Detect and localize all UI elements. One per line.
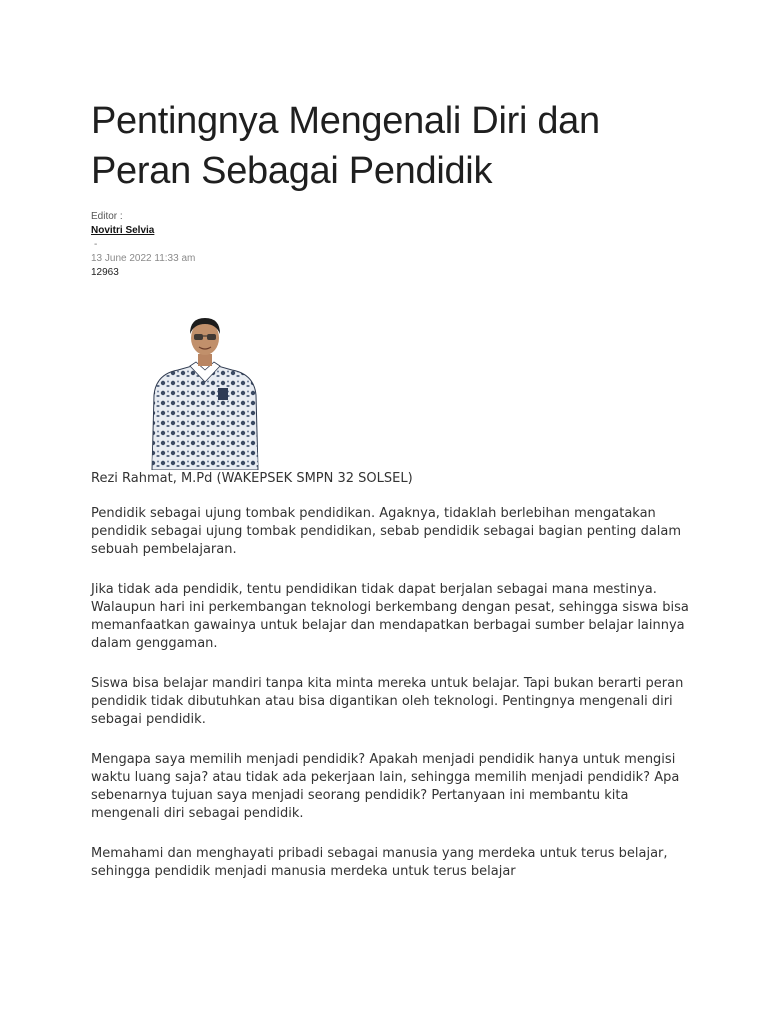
view-count: 12963 xyxy=(91,267,119,278)
editor-label: Editor : xyxy=(91,211,123,222)
meta-separator: - xyxy=(94,239,98,250)
paragraph: Jika tidak ada pendidik, tentu pendidikan tidak dapat berjalan sebagai mana mestinya. Walaupun hari ini perkembangan teknologi berkembang dengan pesat, sehingga siswa bisa memanfaatkan gawainya untuk belajar dan mendapatkan berbagai sumber belajar lainnya dalam genggaman. xyxy=(91,582,689,651)
paragraph: Pendidik sebagai ujung tombak pendidikan. Agaknya, tidaklah berlebihan mengatakan pendidik sebagai ujung tombak pendidikan, sebab pendidik sebagai bagian penting dalam sebuah pembelajaran. xyxy=(91,506,682,557)
paragraph: Mengapa saya memilih menjadi pendidik? Apakah menjadi pendidik hanya untuk mengisi waktu luang saja? atau tidak ada pekerjaan lain, sehingga memilih menjadi pendidik? Apa sebenarnya tujuan saya menjadi seorang pendidik? Pertanyaan ini membantu kita mengenali diri sebagai pendidik. xyxy=(91,752,680,821)
page-title: Pentingnya Mengenali Diri dan Peran Sebagai Pendidik xyxy=(91,100,600,192)
editor-name-link[interactable]: Novitri Selvia xyxy=(91,225,155,236)
paragraph: Siswa bisa belajar mandiri tanpa kita minta mereka untuk belajar. Tapi bukan berarti peran pendidik tidak dibutuhkan atau bisa digantikan oleh teknologi. Pentingnya mengenali diri sebagai pendidik. xyxy=(91,676,684,727)
image-caption: Rezi Rahmat, M.Pd (WAKEPSEK SMPN 32 SOLSEL) xyxy=(91,471,413,486)
publish-date: 13 June 2022 11:33 am xyxy=(91,253,196,264)
article-meta xyxy=(91,210,691,280)
article-body xyxy=(91,505,691,903)
paragraph: Memahami dan menghayati pribadi sebagai manusia yang merdeka untuk terus belajar, sehingga pendidik menjadi manusia merdeka untuk terus belajar xyxy=(91,846,668,879)
author-photo xyxy=(130,300,280,470)
article-header xyxy=(91,96,691,280)
